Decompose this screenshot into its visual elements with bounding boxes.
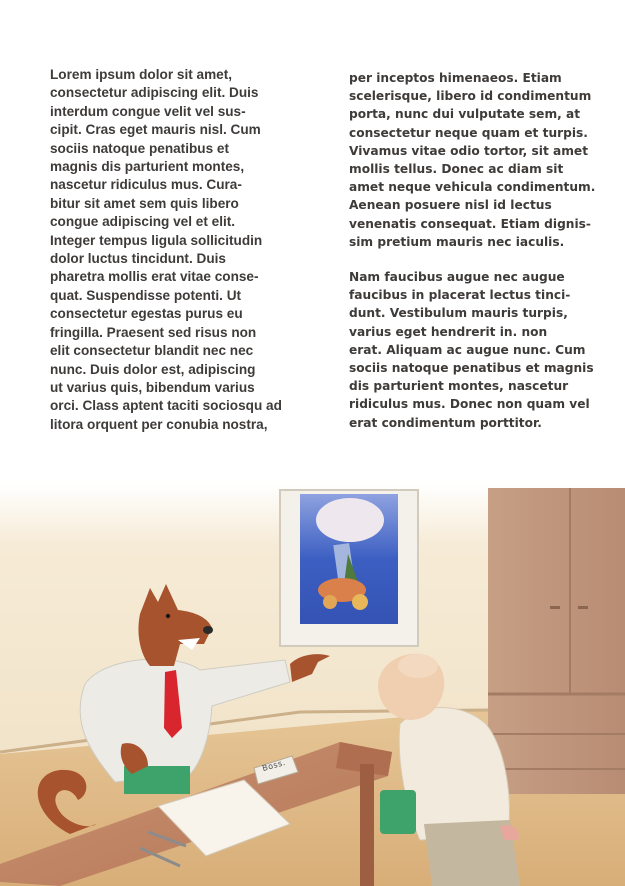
- text-line: per inceptos himenaeos. Etiam: [349, 71, 562, 85]
- desk-sign-text: Boss.: [261, 757, 287, 774]
- text-line: orci. Class aptent taciti sociosqu ad: [50, 398, 282, 414]
- text-line: consectetur egestas purus eu: [50, 306, 243, 322]
- text-line: fringilla. Praesent sed risus non: [50, 324, 257, 340]
- text-line: pharetra mollis erat vitae conse-: [50, 269, 259, 285]
- office-illustration: [0, 484, 625, 886]
- text-column-left: [50, 66, 295, 434]
- text-line: venenatis consequat. Etiam dignis-: [349, 216, 591, 231]
- text-line: ridiculus mus. Donec non quam vel: [349, 397, 590, 412]
- text-line: mollis tellus. Donec ac diam sit: [349, 162, 564, 177]
- text-line: scelerisque, libero id condimentum: [349, 89, 592, 104]
- text-line: elit consectetur blandit nec nec: [50, 343, 254, 359]
- text-line: sociis natoque penatibus et magnis: [349, 361, 594, 376]
- paragraph-2: [349, 268, 594, 432]
- text-line: magnis dis parturient montes,: [50, 159, 245, 175]
- text-line: Nam faucibus augue nec augue: [349, 270, 565, 285]
- text-column-right: [349, 69, 594, 432]
- text-line: erat condimentum porttitor.: [349, 415, 542, 430]
- wooden-cabinet: [488, 488, 625, 794]
- text-line: faucibus in placerat lectus tinci-: [349, 288, 571, 303]
- text-line: consectetur adipiscing elit. Duis: [50, 85, 259, 101]
- text-line: erat. Aliquam ac augue nunc. Cum: [349, 342, 586, 357]
- text-line: consectetur neque quam et turpis.: [349, 125, 588, 140]
- wall-painting: [280, 490, 418, 646]
- text-line: varius eget hendrerit in. non: [349, 324, 548, 339]
- text-line: congue adipiscing vel et elit.: [50, 214, 236, 230]
- text-line: Integer tempus ligula sollicitudin: [50, 232, 263, 248]
- text-line: amet neque vehicula condimentum.: [349, 180, 596, 195]
- text-line: nascetur ridiculus mus. Cura-: [50, 177, 242, 193]
- text-line: dis parturient montes, nascetur: [349, 379, 569, 394]
- text-line: Aenean posuere nisl id lectus: [349, 198, 552, 213]
- text-line: porta, nunc dui vulputate sem, at: [349, 107, 581, 122]
- text-line: sociis natoque penatibus et: [50, 140, 230, 156]
- text-line: nunc. Duis dolor est, adipiscing: [50, 361, 256, 377]
- text-line: dunt. Vestibulum mauris turpis,: [349, 306, 568, 321]
- text-line: sim pretium mauris nec iaculis.: [349, 234, 565, 249]
- text-line: bitur sit amet sem quis libero: [50, 195, 239, 211]
- paragraph-1: [349, 69, 594, 251]
- text-line: interdum congue velit vel sus-: [50, 103, 246, 119]
- text-line: ut varius quis, bibendum varius: [50, 379, 255, 395]
- text-line: Vivamus vitae odio tortor, sit amet: [349, 143, 589, 158]
- text-line: quat. Suspendisse potenti. Ut: [50, 287, 242, 303]
- text-line: litora orquent per conubia nostra,: [50, 416, 268, 432]
- text-line: cipit. Cras eget mauris nisl. Cum: [50, 122, 261, 138]
- text-line: Lorem ipsum dolor sit amet,: [50, 67, 233, 82]
- text-line: dolor luctus tincidunt. Duis: [50, 251, 226, 267]
